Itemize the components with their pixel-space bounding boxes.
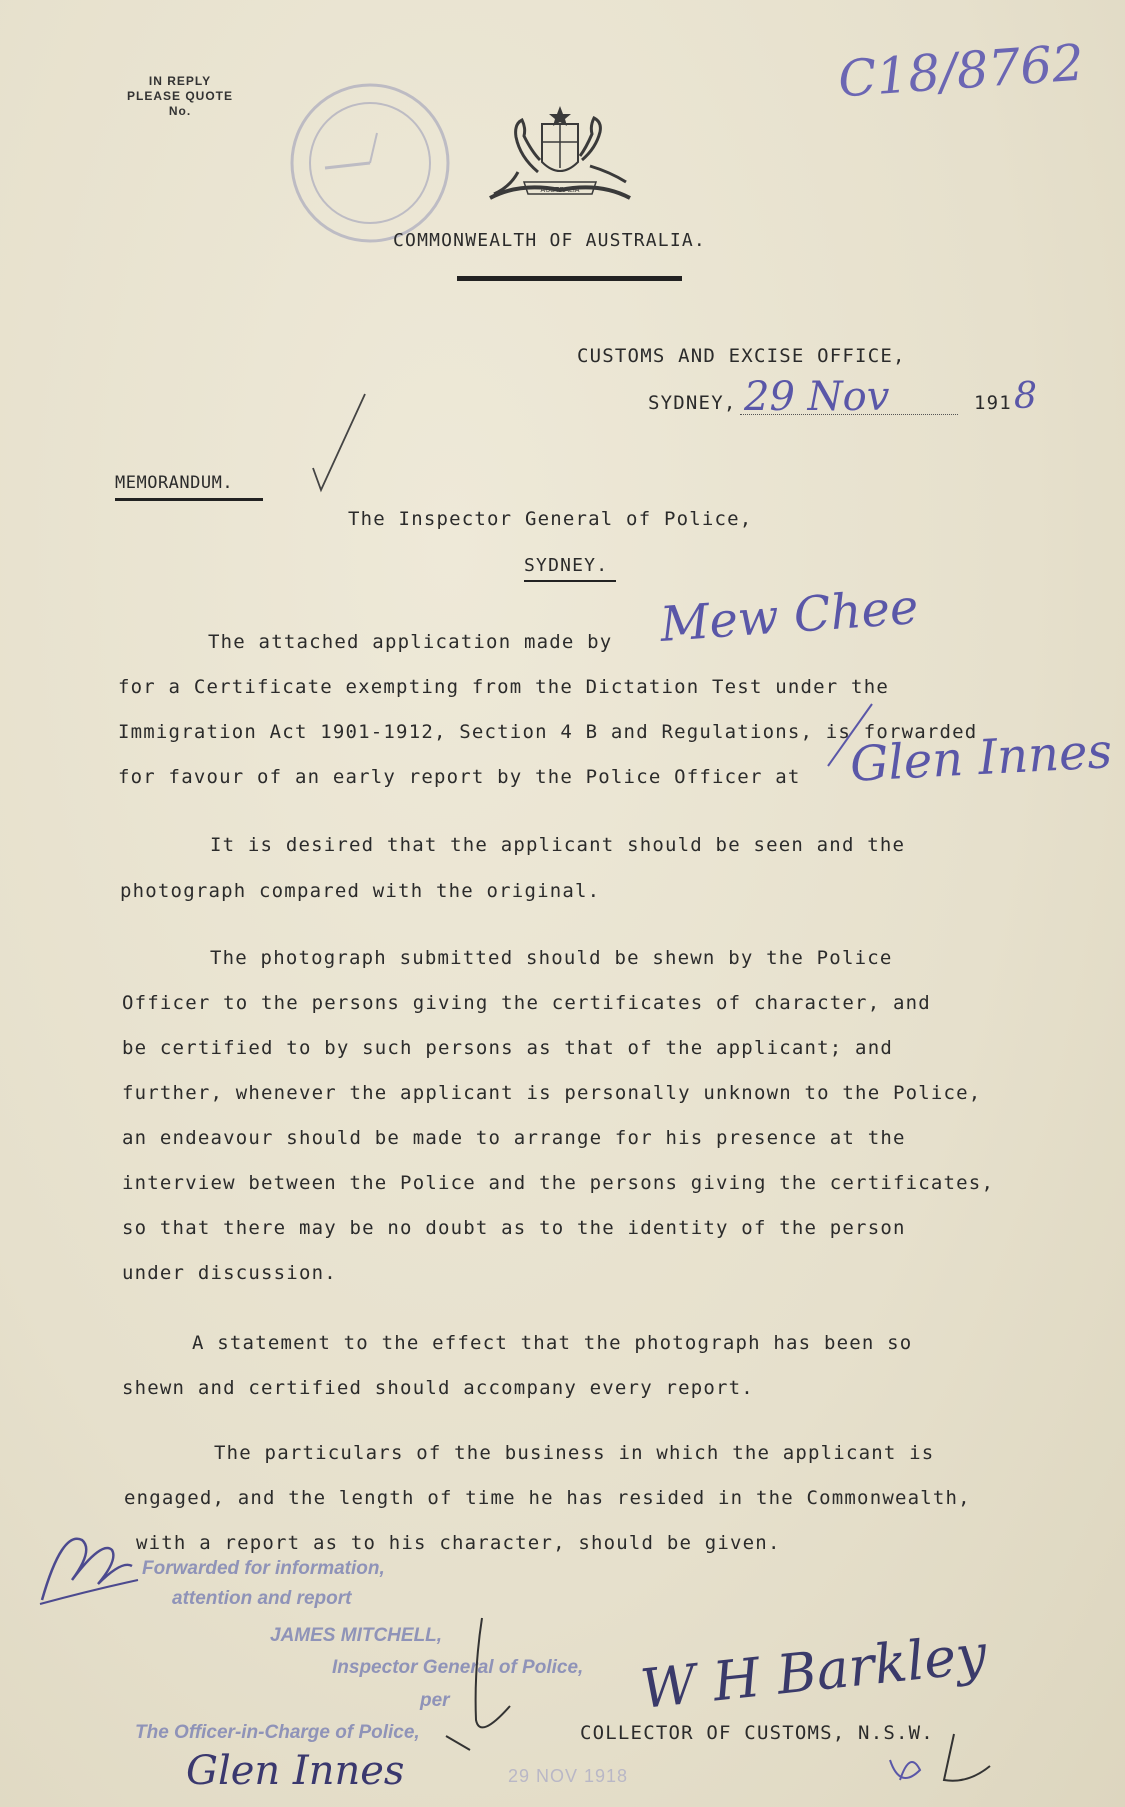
memorandum-label: MEMORANDUM. [115,473,234,493]
office-line: CUSTOMS AND EXCISE OFFICE, [577,345,906,367]
applicant-name-handwritten: Mew Chee [658,579,920,653]
reply-line-1: IN REPLY [148,74,212,88]
body-p3-line3: be certified to by such persons as that of the applicant; and [122,1037,893,1059]
body-p2-line1: It is desired that the applicant should be seen and the [210,834,906,856]
body-p4-line2: shewn and certified should accompany every report. [122,1377,754,1399]
date-line [648,374,1048,420]
body-p5-line3: with a report as to his character, should be given. [136,1532,781,1554]
memorandum-underline [115,498,263,501]
body-p4-line1: A statement to the effect that the photograph has been so [192,1332,913,1354]
stamp-per: per [420,1690,450,1711]
insertion-slash-icon [820,700,880,770]
stamp-name: JAMES MITCHELL, [270,1625,443,1646]
addressee-line: The Inspector General of Police, [348,508,753,530]
body-p3-line7: so that there may be no doubt as to the identity of the person [122,1217,906,1239]
body-p2-line2: photograph compared with the original. [120,880,601,902]
body-p3-line4: further, whenever the applicant is personally unknown to the Police, [122,1082,982,1104]
body-p3-line6: interview between the Police and the persons giving the certificates, [122,1172,995,1194]
check-mark-icon [305,390,375,500]
reply-line-3: No. [168,104,192,118]
body-p3-line1: The photograph submitted should be shewn by the Police [210,947,893,969]
officer-location-handwritten: Glen Innes [186,1748,405,1794]
date-underline [740,414,958,415]
commonwealth-heading: COMMONWEALTH OF AUSTRALIA. [393,230,706,251]
addressee-city: SYDNEY. [524,555,609,576]
stamp-title: Inspector General of Police, [332,1657,584,1678]
collector-signature: W H Barkley [637,1622,990,1721]
body-p3-line5: an endeavour should be made to arrange for his presence at the [122,1127,906,1149]
margin-initials-icon [32,1520,142,1610]
stamp-officer: The Officer-in-Charge of Police, [135,1722,420,1743]
year-prefix: 191 [974,392,1012,414]
crest-ribbon-label: AUSTRALIA [540,187,580,194]
heading-divider [457,276,682,281]
stamp-forwarded-line2: attention and report [172,1588,352,1609]
collector-title: COLLECTOR OF CUSTOMS, N.S.W. [580,1722,934,1744]
body-p3-line2: Officer to the persons giving the certificates of character, and [122,992,931,1014]
date-handwritten: 29 Nov [744,374,890,420]
body-p1-line2: for a Certificate exempting from the Dictation Test under the [118,676,889,698]
date-city-prefix: SYDNEY, [648,392,737,414]
police-department-stamp-icon [285,78,455,248]
body-p1-line4: for favour of an early report by the Police Officer at [118,766,801,788]
location-handwritten: Glen Innes [848,723,1114,793]
body-p3-line8: under discussion. [122,1262,337,1284]
file-number: C18/8762 [836,33,1086,109]
body-p1-line3: Immigration Act 1901-1912, Section 4 B and Regulations, is forwarded [118,721,978,743]
body-p1-line1: The attached application made by [208,631,613,653]
margin-mark-icon [880,1720,1000,1800]
year-digit: 8 [1014,376,1037,417]
body-p5-line1: The particulars of the business in which the applicant is [214,1442,935,1464]
reply-quote-block [110,74,250,119]
reply-line-2: PLEASE QUOTE [126,89,233,103]
city-underline [524,580,616,582]
stamp-date: 29 NOV 1918 [508,1766,629,1786]
stamp-forwarded-line1: Forwarded for information, [142,1558,385,1579]
body-p5-line2: engaged, and the length of time he has resided in the Commonwealth, [124,1487,971,1509]
coat-of-arms-icon [480,102,640,212]
initials-stroke-icon [440,1610,520,1760]
